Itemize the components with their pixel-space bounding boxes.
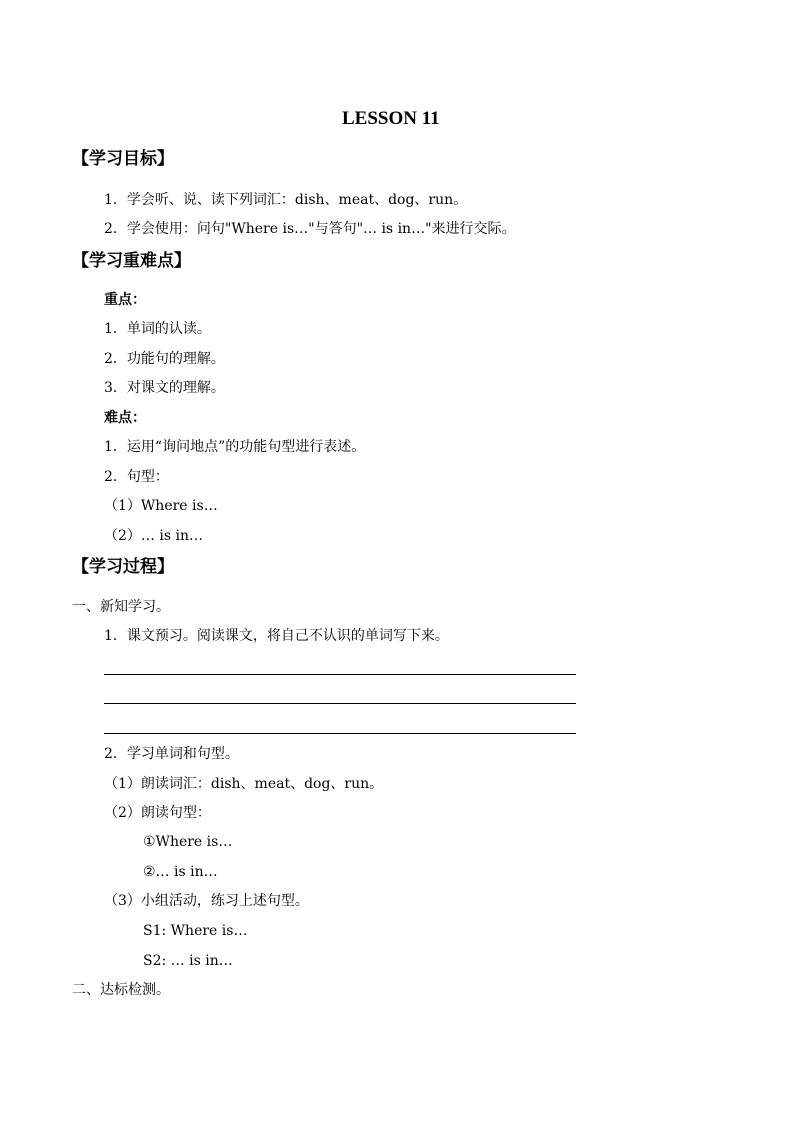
difficulty-item-2: 2．句型： xyxy=(104,469,169,485)
pattern2-text: ②… is in… xyxy=(143,864,218,880)
focus-item-3: 3．对课文的理解。 xyxy=(104,380,225,396)
difficulty-item-3: （1）Where is… xyxy=(104,498,218,514)
part2-label: 二、达标检测。 xyxy=(72,982,170,998)
pattern1-text: ①Where is… xyxy=(143,834,233,850)
sub2-text: （2）朗读句型： xyxy=(104,805,211,821)
s2-text: S2: … is in… xyxy=(143,953,233,969)
focus-label: 重点： xyxy=(104,292,146,308)
difficulty-item-1: 1．运用“询问地点”的功能句型进行表述。 xyxy=(104,439,366,455)
sub3-text: （3）小组活动，练习上述句型。 xyxy=(104,893,309,909)
process-heading: 【学习过程】 xyxy=(72,557,174,577)
writing-line-1[interactable] xyxy=(104,674,576,675)
objective-item-2: 2．学会使用：问句"Where is…"与答句"… is in…"来进行交际。 xyxy=(104,221,516,237)
focus-item-1: 1．单词的认读。 xyxy=(104,321,211,337)
writing-line-2[interactable] xyxy=(104,703,576,704)
s1-text: S1: Where is… xyxy=(143,923,248,939)
objectives-heading: 【学习目标】 xyxy=(72,149,174,169)
writing-line-3[interactable] xyxy=(104,733,576,734)
page-title: LESSON 11 xyxy=(342,108,440,129)
key-points-heading: 【学习重难点】 xyxy=(72,251,191,271)
difficulty-label: 难点： xyxy=(104,410,146,426)
sub1-text: （1）朗读词汇：dish、meat、dog、run。 xyxy=(104,776,384,792)
part1-label: 一、新知学习。 xyxy=(72,599,170,615)
step2-text: 2．学习单词和句型。 xyxy=(104,746,239,762)
focus-item-2: 2．功能句的理解。 xyxy=(104,351,225,367)
step1-text: 1．课文预习。阅读课文，将自己不认识的单词写下来。 xyxy=(104,628,449,644)
objective-item-1: 1．学会听、说、读下列词汇：dish、meat、dog、run。 xyxy=(104,192,468,208)
difficulty-item-4: （2）… is in… xyxy=(104,528,203,544)
